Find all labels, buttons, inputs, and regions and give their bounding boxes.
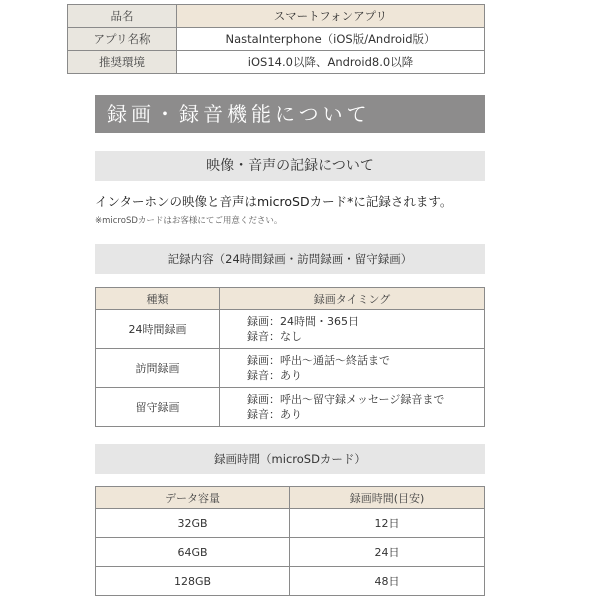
spec-label: 品名	[68, 5, 177, 28]
column-header: 録画タイミング	[220, 288, 485, 310]
table-row	[96, 567, 485, 596]
spec-row	[68, 51, 485, 74]
recording-type-cell: 留守録画	[96, 388, 220, 427]
recording-timing-cell	[220, 349, 485, 388]
recording-timing-cell	[220, 388, 485, 427]
capacity-cell: 64GB	[96, 538, 290, 567]
recording-timing-cell	[220, 310, 485, 349]
timing-line: 録画：呼出〜通話〜終話まで	[247, 354, 390, 367]
table-row	[96, 538, 485, 567]
recording-type-cell: 24時間録画	[96, 310, 220, 349]
duration-cell: 12日	[290, 509, 485, 538]
column-header: 種類	[96, 288, 220, 310]
column-header: 録画時間(目安)	[290, 487, 485, 509]
duration-cell: 48日	[290, 567, 485, 596]
capacity-cell: 32GB	[96, 509, 290, 538]
section-heading-recording-time: 録画時間（microSDカード）	[95, 444, 485, 474]
section-heading-contents: 記録内容（24時間録画・訪問録画・留守録画）	[95, 244, 485, 274]
timing-line: 録音：あり	[247, 408, 302, 421]
spec-table	[67, 4, 485, 74]
table-row	[96, 349, 485, 388]
timing-line: 録画：24時間・365日	[247, 315, 359, 328]
table-row	[96, 509, 485, 538]
section-heading-recording: 映像・音声の記録について	[95, 151, 485, 181]
column-header: データ容量	[96, 487, 290, 509]
table-row	[96, 388, 485, 427]
timing-line: 録音：あり	[247, 369, 302, 382]
table-header-row	[96, 288, 485, 310]
spec-label: アプリ名称	[68, 28, 177, 51]
spec-value: スマートフォンアプリ	[177, 5, 485, 28]
spec-row	[68, 5, 485, 28]
recording-type-cell: 訪問録画	[96, 349, 220, 388]
spec-value: NastaInterphone（iOS版/Android版）	[177, 28, 485, 51]
spec-row	[68, 28, 485, 51]
recording-contents-table	[95, 287, 485, 427]
note-text: ※microSDカードはお客様にてご用意ください。	[95, 216, 283, 226]
timing-line: 録音：なし	[247, 330, 302, 343]
table-header-row	[96, 487, 485, 509]
capacity-cell: 128GB	[96, 567, 290, 596]
timing-line: 録画：呼出〜留守録メッセージ録音まで	[247, 393, 445, 406]
spec-value: iOS14.0以降、Android8.0以降	[177, 51, 485, 74]
page-title: 録画・録音機能について	[95, 95, 485, 133]
table-row	[96, 310, 485, 349]
recording-time-table	[95, 486, 485, 596]
intro-text: インターホンの映像と音声はmicroSDカード*に記録されます。	[95, 194, 453, 209]
spec-label: 推奨環境	[68, 51, 177, 74]
duration-cell: 24日	[290, 538, 485, 567]
